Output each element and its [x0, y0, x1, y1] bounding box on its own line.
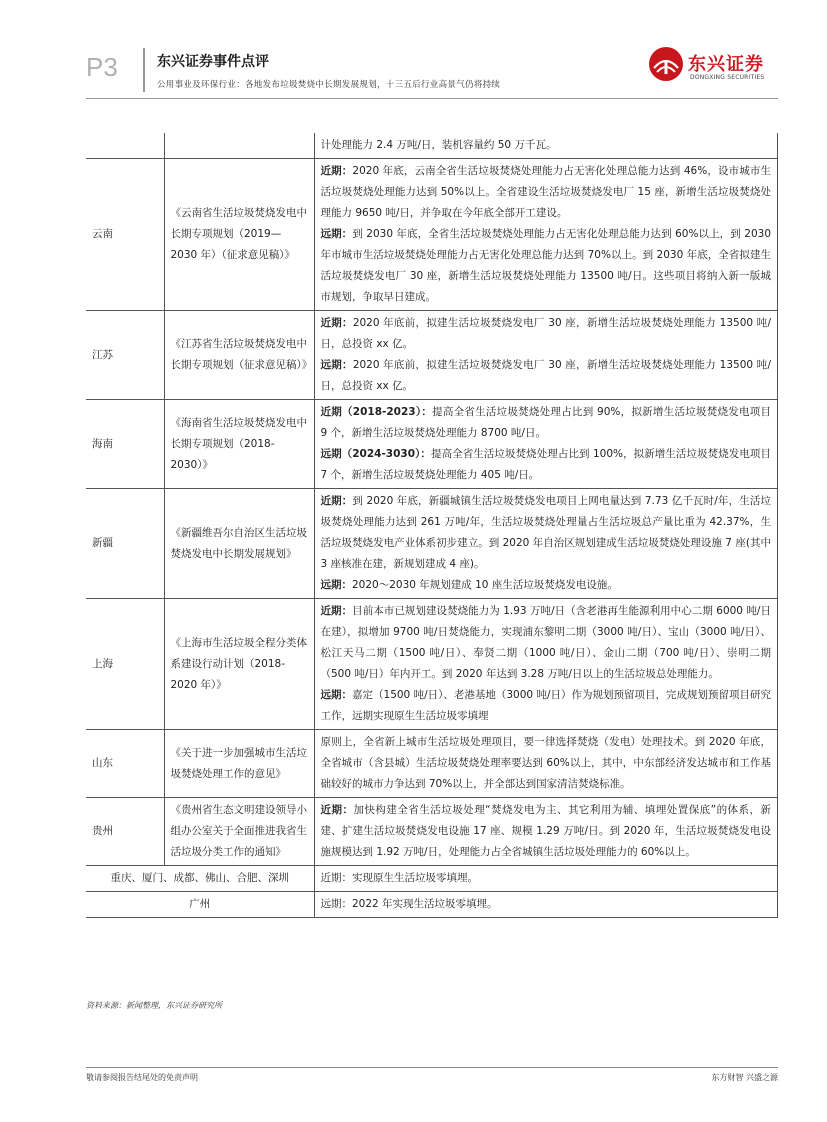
logo-subtext: DONGXING SECURITIES — [690, 74, 765, 81]
table-row — [86, 866, 778, 892]
province-cell: 新疆 — [86, 489, 164, 599]
long-term-label: 远期： — [320, 579, 352, 591]
province-cell: 云南 — [86, 159, 164, 311]
plan-cell: 《贵州省生态文明建设领导小组办公室关于全面推进我省生活垃圾分类工作的通知》 — [164, 798, 314, 866]
province-cell: 江苏 — [86, 311, 164, 400]
report-subtitle: 公用事业及环保行业：各地发布垃圾焚烧中长期发展规划，十三五后行业高景气仍将持续 — [157, 80, 501, 90]
content-cell — [314, 311, 778, 400]
logo-mark-icon — [648, 46, 684, 82]
page-number: P3 — [86, 52, 118, 82]
report-type-title: 东兴证券事件点评 — [157, 54, 269, 70]
cities-cell: 广州 — [86, 892, 314, 918]
plan-cell: 《海南省生活垃圾焚烧发电中长期专项规划（2018-2030）》 — [164, 400, 314, 489]
near-term-label: 近期： — [320, 804, 354, 816]
disclaimer-note: 敬请参阅报告结尾处的免责声明 — [86, 1073, 198, 1082]
table-row — [86, 400, 778, 489]
content-cell: 原则上，全省新上城市生活垃圾处理项目，要一律选择焚烧（发电）处理技术。到 2020 年底，全省城市（含县城）生活垃圾焚烧处理率要达到 60%以上，其中，中东部经济发达城市和工作基础较好的城市力争达到 70%以上，并全部达到国家清洁焚烧标准。 — [314, 730, 778, 798]
plan-cell: 《江苏省生活垃圾焚烧发电中长期专项规划（征求意见稿）》 — [164, 311, 314, 400]
content-cell — [314, 400, 778, 489]
source-note: 资料来源：新闻整理，东兴证券研究所 — [86, 1001, 222, 1010]
header-rule — [86, 98, 778, 99]
table-row — [86, 159, 778, 311]
long-term-label: 远期： — [320, 689, 353, 701]
long-term-label: 远期： — [320, 228, 353, 240]
logo-name: 东兴证券 — [688, 54, 764, 75]
long-term-label: 远期（2024-3030）： — [320, 448, 431, 460]
long-term-label: 远期： — [320, 359, 353, 371]
long-term-text: 提高全省生活垃圾焚烧处理占比到 100%，拟新增生活垃圾焚烧发电项目 7 个，新增生活垃圾焚烧处理能力 405 吨/日。 — [320, 448, 772, 481]
long-term-text: 嘉定（1500 吨/日）、老港基地（3000 吨/日）作为规划预留项目，完成规划预留项目研究工作，远期实现原生生活垃圾零填埋 — [320, 689, 772, 722]
incineration-plan-table — [86, 133, 778, 918]
near-term-label: 近期： — [320, 605, 353, 617]
near-term-label: 近期： — [320, 317, 353, 329]
plan-cell: 《上海市生活垃圾全程分类体系建设行动计划（2018-2020 年）》 — [164, 599, 314, 730]
content-cell: 近期：实现原生生活垃圾零填埋。 — [314, 866, 778, 892]
company-slogan: 东方财智 兴盛之源 — [711, 1073, 778, 1082]
table-row — [86, 133, 778, 159]
content-cell: 远期：2022 年实现生活垃圾零填埋。 — [314, 892, 778, 918]
near-term-text: 到 2020 年底，新疆城镇生活垃圾焚烧发电项目上网电量达到 7.73 亿千瓦时/年，生活垃圾焚烧处理能力达到 261 万吨/年，生活垃圾焚烧处理量占生活垃圾总产量比重为 42.37%，生活垃圾焚烧发电产业体系初步建立。到 2020 年自治区规划建成生活垃圾焚烧处理设施 7 座(其中 3 座核准在建，新规划建成 4 座)。 — [320, 495, 771, 570]
content-cell — [314, 159, 778, 311]
content-cell: 计处理能力 2.4 万吨/日，装机容量约 50 万千瓦。 — [314, 133, 778, 159]
province-cell: 上海 — [86, 599, 164, 730]
near-term-text: 加快构建全省生活垃圾处理“焚烧发电为主、其它利用为辅、填埋处置保底”的体系，新建、扩建生活垃圾焚烧发电设施 17 座、规模 1.29 万吨/日。到 2020 年，生活垃圾焚烧发电设施规模达到 1.92 万吨/日，处理能力占全省城镇生活垃圾处理能力的 60%以上。 — [320, 804, 771, 858]
table-row — [86, 798, 778, 866]
cities-cell: 重庆、厦门、成都、佛山、合肥、深圳 — [86, 866, 314, 892]
long-term-text: 2020～2030 年规划建成 10 座生活垃圾焚烧发电设施。 — [352, 579, 618, 591]
table-row — [86, 489, 778, 599]
near-term-text: 目前本市已规划建设焚烧能力为 1.93 万吨/日（含老港再生能源利用中心二期 6000 吨/日在建），拟增加 9700 吨/日焚烧能力，实现浦东黎明二期（3000 吨/日）、宝山（3000 吨/日）、松江天马二期（1500 吨/日）、奉贤二期（1000 吨/日）、金山二期（700 吨/日）、崇明二期（500 吨/日）年内开工。到 2020 年达到 3.28 万吨/日以上的生活垃圾总处理能力。 — [320, 605, 772, 680]
empty-cell — [164, 133, 314, 159]
table-row — [86, 730, 778, 798]
near-term-text: 2020 年底前，拟建生活垃圾焚烧发电厂 30 座，新增生活垃圾焚烧处理能力 13500 吨/日，总投资 xx 亿。 — [320, 317, 771, 350]
footer-rule — [86, 1067, 778, 1068]
near-term-text: 提高全省生活垃圾焚烧处理占比到 90%，拟新增生活垃圾焚烧发电项目 9 个，新增生活垃圾焚烧处理能力 8700 吨/日。 — [320, 406, 771, 439]
near-term-label: 近期： — [320, 495, 353, 507]
plan-cell: 《关于进一步加强城市生活垃圾焚烧处理工作的意见》 — [164, 730, 314, 798]
near-term-text: 2020 年底，云南全省生活垃圾焚烧处理能力占无害化处理总能力达到 46%，设市城市生活垃圾焚烧处理能力达到 50%以上。全省建设生活垃圾焚烧发电厂 15 座，新增生活垃圾焚烧处理能力 9650 吨/日，并争取在今年底全部开工建设。 — [320, 165, 772, 219]
plan-cell: 《云南省生活垃圾焚烧发电中长期专项规划（2019—2030 年）（征求意见稿）》 — [164, 159, 314, 311]
province-cell: 贵州 — [86, 798, 164, 866]
content-cell — [314, 489, 778, 599]
plan-cell: 《新疆维吾尔自治区生活垃圾焚烧发电中长期发展规划》 — [164, 489, 314, 599]
content-cell — [314, 798, 778, 866]
table-row — [86, 599, 778, 730]
table-row — [86, 892, 778, 918]
company-logo — [648, 46, 778, 92]
near-term-label: 近期（2018-2023）： — [320, 406, 433, 418]
province-cell: 山东 — [86, 730, 164, 798]
long-term-text: 2020 年底前，拟建生活垃圾焚烧发电厂 30 座，新增生活垃圾焚烧处理能力 13500 吨/日，总投资 xx 亿。 — [320, 359, 771, 392]
content-cell — [314, 599, 778, 730]
header-divider — [143, 48, 145, 92]
empty-cell — [86, 133, 164, 159]
long-term-text: 到 2030 年底，全省生活垃圾焚烧处理能力占无害化处理总能力达到 60%以上，到 2030 年市城市生活垃圾焚烧处理能力占无害化处理总能力达到 70%以上。到 2030 年底，全省拟建生活垃圾焚烧发电厂 30 座，新增生活垃圾焚烧处理能力 13500 吨/日。这些项目将纳入新一版城市规划，争取早日建成。 — [320, 228, 771, 303]
province-cell: 海南 — [86, 400, 164, 489]
near-term-label: 近期： — [320, 165, 353, 177]
table-row — [86, 311, 778, 400]
page-header — [0, 0, 827, 100]
